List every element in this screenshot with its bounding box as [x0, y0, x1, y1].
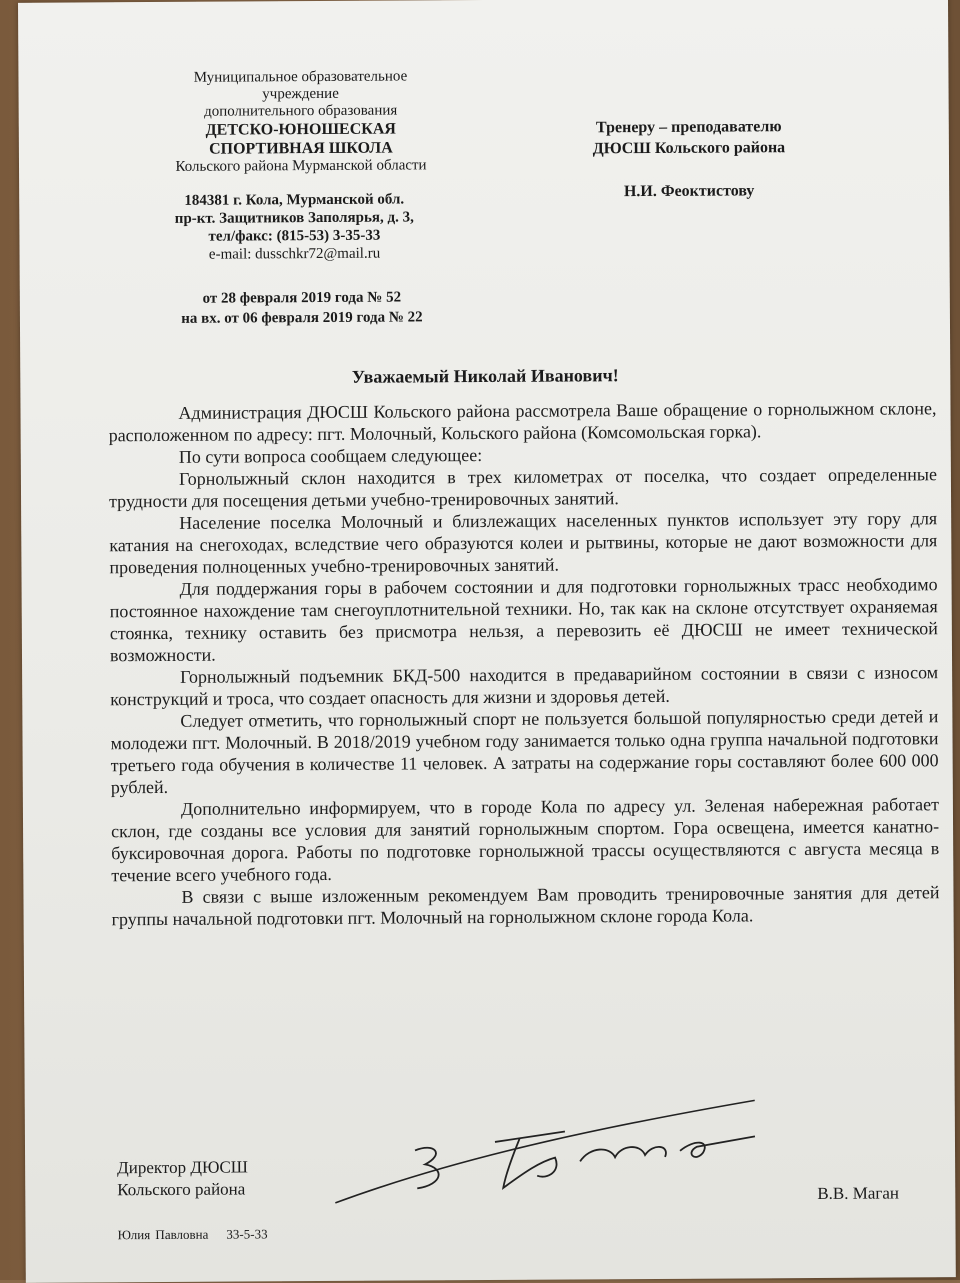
sender-org-line: учреждение — [262, 85, 339, 103]
sender-address-line: 184381 г. Кола, Мурманской обл. — [184, 191, 405, 209]
sender-org-line: Муниципальное образовательное — [193, 68, 408, 86]
recipient-block — [519, 116, 860, 203]
sender-address-line: пр-кт. Защитников Заполярья, д. 3, — [174, 209, 414, 227]
body-paragraph: Для поддержания горы в рабочем состоянии и для подготовки горнолыжных трасс необходимо постоянное нахождение там снегоуплотнительной техники. Но, так как на склоне отсутствует охраняемая стоянка, технику оставить без присмотра нельзя, а перевозить её ДЮСШ не имеет технической возможности. — [109, 574, 938, 666]
sender-email: e-mail: dusschkr72@mail.ru — [208, 245, 381, 263]
sender-phone: тел/факс: (815-53) 3-35-33 — [208, 227, 381, 245]
body-paragraph: Следует отметить, что горнолыжный спорт не пользуется большой популярностью среди детей и молодежи пгт. Молочный. В 2018/2019 учебном году занимается только одна группа начальной подготовки третьего года обучения в количестве 11 человек. А затраты на содержание горы составляют более 600 000 рублей. — [110, 706, 939, 798]
executor-footer — [117, 1226, 267, 1243]
recipient-line: Тренеру – преподавателю — [595, 118, 782, 137]
signatory-title — [117, 1156, 248, 1201]
sender-org-block — [130, 68, 471, 176]
letter-sheet — [18, 0, 956, 1283]
sender-school-name: ДЕТСКО-ЮНОШЕСКАЯ — [205, 120, 396, 139]
handwritten-signature — [325, 1090, 766, 1213]
letter-body — [108, 397, 939, 930]
reference-block — [132, 287, 472, 329]
body-paragraph: По сути вопроса сообщаем следующее: — [178, 445, 483, 467]
body-paragraph: Горнолыжный подъемник БКД-500 находится в предаварийном состоянии в связи с износом конструкций и троса, что создает опасность для жизни и здоровья детей. — [110, 662, 939, 710]
ref-outgoing: от 28 февраля 2019 года № 52 — [202, 289, 402, 307]
sender-org-line: дополнительного образования — [204, 102, 398, 120]
signatory-title-line: Директор ДЮСШ — [117, 1157, 248, 1178]
recipient-line: ДЮСШ Кольского района — [592, 139, 786, 158]
body-paragraph: Горнолыжный склон находится в трех километрах от поселка, что создает определенные трудности для посещения детьми учебно-тренировочных занятий. — [108, 464, 937, 512]
body-paragraph: Дополнительно информируем, что в городе Кола по адресу ул. Зеленая набережная работает склон, где созданы все условия для занятий горнолыжным спортом. Гора освещена, имеется канатно-буксировочная дорога. Работы по подготовке горнолыжной трассы осуществляются с августа месяца в течение всего учебного года. — [111, 794, 940, 886]
body-paragraph: В связи с выше изложенным рекомендуем Вам проводить тренировочные занятия для детей группы начальной подготовки пгт. Молочный на горнолыжном склоне города Кола. — [111, 882, 940, 930]
body-paragraph: Администрация ДЮСШ Кольского района рассмотрела Ваше обращение о горнолыжном склоне, расположенном по адресу: пгт. Молочный, Кольского района (Комсомольская горка). — [108, 398, 937, 446]
executor-name: Юлия Павловна — [117, 1226, 209, 1243]
body-paragraph: Население поселка Молочный и близлежащих населенных пунктов использует эту гору для катания на снегоходах, вследствие чего образуются колеи и рытвины, которые не дают возможности для проведения полноценных учебно-тренировочных занятий. — [109, 508, 938, 578]
salutation: Уважаемый Николай Иванович! — [351, 365, 619, 387]
signatory-name: В.В. Маган — [817, 1183, 900, 1203]
ref-incoming: на вх. от 06 февраля 2019 года № 22 — [181, 309, 423, 327]
recipient-name: Н.И. Феоктистову — [623, 182, 755, 201]
sender-address-block — [144, 190, 444, 264]
sender-district: Кольского района Мурманской области — [175, 157, 427, 175]
executor-phone: 33-5-33 — [226, 1226, 268, 1242]
sender-school-name: СПОРТИВНАЯ ШКОЛА — [209, 139, 393, 158]
signatory-title-line: Кольского района — [117, 1179, 246, 1200]
